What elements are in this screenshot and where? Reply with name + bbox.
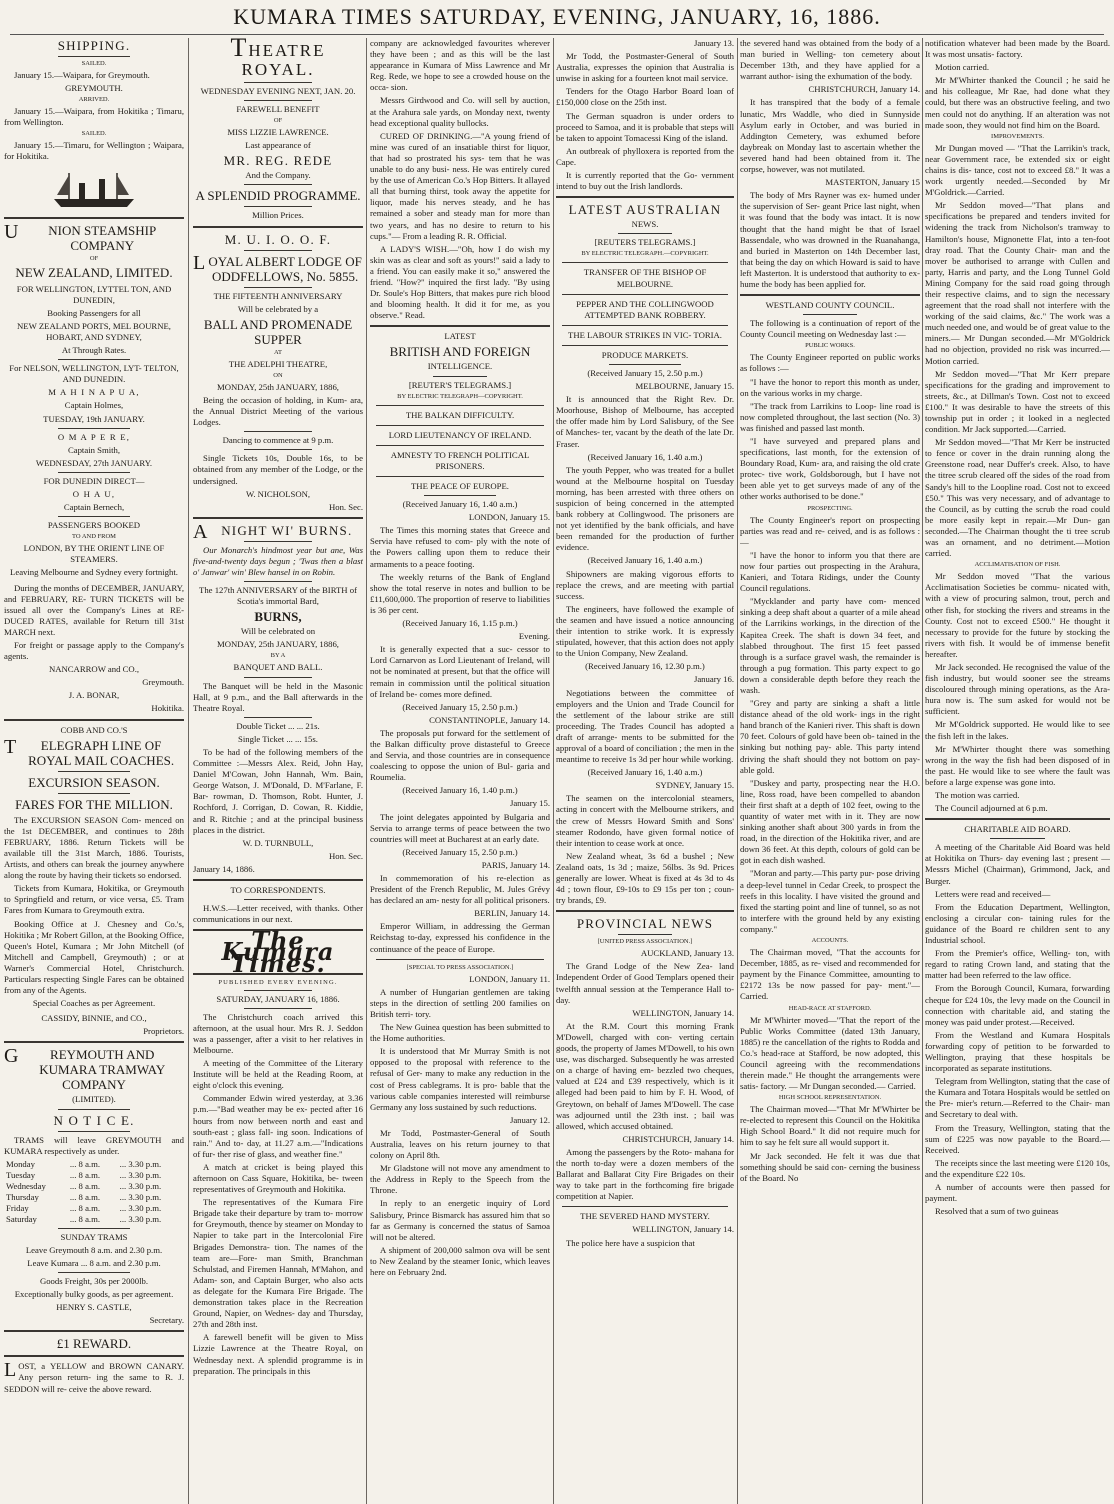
dateline: LONDON, January 15. — [468, 512, 550, 523]
dateline: January 15. — [509, 798, 550, 809]
ad-line: ON — [273, 371, 283, 379]
news-paragraph: It is announced that the Right Rev. Dr. Moorhouse, Bishop of Melbourne, has accepted the offer made him by Lord Salisbury, of the See of Manches- ter, vacant by the death of the late Dr. Fraser. — [556, 394, 734, 449]
tram-timetable — [4, 1159, 184, 1225]
timetable-cell: ... 3.30 p.m. — [119, 1191, 162, 1202]
news-paragraph: Mr Dungan moved — "That the Larrikin's track, near Government race, be extended six or eight chains is dis- tance, cost not to exceed £8." It was a work urgently needed.—Seconded by Mr M'Goldrick.—Carried. — [925, 142, 1110, 198]
tramway-heading: G REYMOUTH AND KUMARA TRAMWAY COMPANY — [4, 1045, 166, 1093]
shipping-entry: January 15.—Timaru, for Wellington ; Waipara, for Hokitika. — [4, 140, 184, 162]
timetable-cell: Monday — [6, 1158, 35, 1169]
news-paragraph: Mr M'Whirter moved—"That the report of the Public Works Committee (dated 13th January, 1885) re the cancellation of the rights to Rodda and Co.'s head-race at Stafford, be now adopted, this Council agreeing with the recommendations therein made." He thought the arrangements were satis- factory. — Mr Dungan seconded.— Carried. — [740, 1014, 920, 1092]
ad-paragraph: For freight or passage apply to the Company's agents. — [4, 640, 184, 662]
agent-name: W. NICHOLSON, — [245, 488, 311, 499]
section-heading: INTELLIGENCE. — [427, 361, 493, 372]
ad-line: WEDNESDAY EVENING NEXT, JAN. 20. — [200, 86, 356, 96]
ad-line: FOR DUNEDIN DIRECT— — [43, 475, 145, 486]
ship-name: O M A P E R E, — [57, 431, 131, 442]
news-paragraph: From the Premier's office, Welling- ton, with regard to rating Crown land, and stating that the matter had been referred to the law office. — [925, 948, 1110, 981]
news-paragraph: Mr M'Whirter thought there was something wrong in the way the fish had been disposed of in the past. He would like to see where the fault was before a large expense was gone into. — [925, 743, 1110, 787]
agency-label: [UNITED PRESS ASSOCIATION.] — [597, 938, 693, 946]
dateline: PARIS, January 14. — [481, 859, 550, 870]
news-paragraph: The seamen on the intercolonial steamers, acting in concert with the Melbourne strikers, and the crew of Messrs Howard Smith and Sons' steamer Rodondo, have given formal notice of their intention to cease work at once. — [556, 793, 734, 848]
news-paragraph: The body of Mrs Rayner was ex- humed under the supervision of Ser- geant Price last night, when it was found that the body was intact. It is now thought that the hand might be that of Israel Bassendale, who was drowned in the Ruanahanga, and buried in Masterton on 14th December last, that being the day on which Howard is said to have left Masterton. It is understood that authority to ex- hume the body has been applied for. — [740, 190, 920, 289]
news-paragraph: "I have surveyed and prepared plans and specifications, last month, for the extension of Boundary Road, Kum- ara, and raising the old crate protec- tive work, Goldsborough, but I have not been able yet to get surveys made of any of the other works authorised to be done." — [740, 436, 920, 502]
fares-heading: FARES FOR THE MILLION. — [15, 796, 173, 812]
sailing-date: TUESDAY, 19th JANUARY. — [43, 413, 145, 424]
news-paragraph: Messrs Girdwood and Co. will sell by auction, at the Arahura sale yards, on Monday next, twenty head exceptional quality bullocks. — [370, 95, 550, 128]
news-paragraph: From the Borough Council, Kumara, forwarding cheque for £24 10s, the levy made on the Council in connection with charitable aid, and stating the money was paid under protest.—Received. — [925, 983, 1110, 1027]
news-paragraph: A meeting of the Committee of the Literary Institute will be held at the Reading Room, at eight o'clock this evening. — [193, 1058, 363, 1091]
news-paragraph: The County Engineer's report on prospecting parties was read and re- ceived, and is as follows :— — [740, 514, 920, 547]
news-paragraph: The County Engineer reported on public works as follows :— — [740, 352, 920, 374]
ad-line: THE FIFTEENTH ANNIVERSARY — [213, 290, 343, 301]
column-rule — [188, 38, 189, 1504]
news-paragraph: Mr Seddon moved—"That plans and specifications be prepared and tenders invited for widening the track from Nicholson's tramway to Hamilton's house, Mignonette Flat, into a ten-foot dray road. That the County Chair- man and the mover be authorised to arrange with Cullen and party, Harris and party, and the Long Tunnel Gold Mining Company for the said road going through their respective claims, and to sign the necessary agreement that the road shall not interfere with the working of the said claims, &c." The work was a much needed one, and would be of great value to the miners.— Mr Dungan seconded.—Mr M'Goldrick had no objection, provided no risk was incurred.—Motion carried. — [925, 200, 1110, 366]
cobb-telegraph-heading: T ELEGRAPH LINE OF ROYAL MAIL COACHES. — [4, 735, 175, 768]
shipping-title: SHIPPING. — [57, 38, 131, 53]
ad-line: PASSENGERS BOOKED — [47, 520, 141, 531]
ad-line: Leaving Melbourne and Sydney every fortnight. — [10, 567, 178, 578]
agent-name: CASSIDY, BINNIE, and CO., — [41, 1013, 147, 1024]
ad-line: MISS LIZZIE LAWRENCE. — [227, 127, 329, 138]
ad-line: Will be celebrated by a — [237, 303, 319, 314]
ad-paragraph: During the months of DECEMBER, JANUARY, and FEBRUARY, RE- TURN TICKETS will be issued all over the Company's Lines at RE- DUCED RATES, available for Return till 31st MARCH next. — [4, 582, 184, 637]
subsection-heading: HIGH SCHOOL REPRESENTATION. — [778, 1094, 882, 1102]
union-company-subheading: NEW ZEALAND, LIMITED. — [15, 264, 173, 280]
captain: Captain Holmes, — [64, 400, 124, 411]
shipping-entry: January 15.—Waipara, for Greymouth. — [14, 70, 150, 80]
received-line: (Received January 16, 1.15 p.m.) — [402, 618, 518, 629]
sunday-trams-heading: SUNDAY TRAMS — [60, 1231, 128, 1242]
news-paragraph: Shipowners are making vigorous efforts to replace the crews, and are meeting with partial success. — [556, 568, 734, 601]
dateline: CONSTANTINOPLE, January 14. — [429, 714, 550, 725]
ad-paragraph: Tickets from Kumara, Hokitika, or Greymouth to Springfield and return, or vice versa, £5. Tram Fares from Kumara to Greymouth extra. — [4, 883, 184, 916]
burns-heading: ANIGHT WI' BURNS. — [193, 520, 353, 543]
union-company-heading: U NION STEAMSHIP COMPANY — [4, 220, 157, 253]
column-5 — [740, 38, 920, 1504]
news-paragraph: A number of Hungarian gentlemen are taking steps in the direction of settling 200 families on British terri- tory. — [370, 986, 550, 1019]
received-line: (Received January 15, 2.50 p.m.) — [587, 367, 703, 378]
dateline: LONDON, January 11. — [469, 973, 550, 984]
ad-line: Dancing to commence at 9 p.m. — [222, 435, 334, 446]
news-paragraph: Mr Jack seconded. He recognised the value of the fish industry, but would sooner see the streams discoloured through mining operations, as the Ara- hura now is. The sum asked for would not be sufficient. — [925, 661, 1110, 717]
agency-label: [SPECIAL TO PRESS ASSOCIATION.] — [406, 963, 514, 971]
ad-line: Last appearance of — [245, 140, 311, 151]
ad-paragraph: Booking Office at J. Chesney and Co.'s, Hokitika ; Mr Robert Gillon, at the Booking Office, Queen's Hotel, Kumara ; Mr John Mitchell (of Mitchell and Campbell, Greymouth) ; or at Warner's Commercial Hotel, Christchurch. Particulars respecting Single Fares can be obtained from any of the Agents. — [4, 918, 184, 996]
news-headline: TRANSFER OF THE BISHOP OF MELBOURNE. — [583, 267, 707, 289]
news-paragraph: A shipment of 200,000 salmon ova will be sent to New Zealand by the steamer Ionic, which leaves here on February 2nd. — [370, 1244, 550, 1277]
ad-line: At Through Rates. — [61, 345, 127, 356]
excursion-heading: EXCURSION SEASON. — [28, 774, 160, 790]
ship-name: O H A U, — [72, 488, 116, 499]
sailing-date: WEDNESDAY, 27th JANUARY. — [35, 457, 153, 468]
ad-line: Leave Kumara ... 8 a.m. and 2.30 p.m. — [27, 1257, 161, 1268]
news-paragraph: Letters were read and received— — [935, 888, 1051, 899]
limited-label: (LIMITED). — [72, 1094, 116, 1105]
news-paragraph: Negotiations between the committee of employers and the Union and Trade Council for the settlement of the labour strike are still proceeding. The Trades Council has adopted a draft of arrange- ments to be submitted for the approval of a board of conciliation ; the men in the meantime to receive 1s 3d per hour while working. — [556, 687, 734, 765]
timetable-row — [4, 1170, 184, 1181]
received-line: (Received January 15, 2.50 p.m.) — [402, 701, 518, 712]
timetable-cell: Thursday — [6, 1191, 39, 1202]
news-paragraph: company are acknowledged favourites wherever they have been ; and as this will be the last appearance in Kumara of Miss Lawrence and Mr Reg. Rede, we hope to see a crowded house on the occa- sion. — [370, 38, 550, 93]
subsection-heading: PUBLIC WORKS. — [805, 342, 855, 350]
timetable-cell: ... 8 a.m. — [69, 1180, 101, 1191]
news-paragraph: The German squadron is under orders to proceed to Samoa, and it is probable that steps will be taken to appoint Tomacessi King of the island. — [556, 110, 734, 143]
news-headline: THE SEVERED HAND MYSTERY. — [580, 1211, 710, 1222]
agency-label: BY ELECTRIC TELEGRAPH—COPYRIGHT. — [397, 392, 523, 400]
news-paragraph: The engineers, have followed the example of the seamen and have issued a notice announcing their intention to strike work. It is expressly stipulated, however, that this action does not apply to the Union Company, New Zealand. — [556, 603, 734, 659]
ad-line: TO AND FROM — [72, 533, 116, 541]
captain: Captain Smith, — [67, 444, 121, 455]
news-paragraph: The following is a continuation of report of the County Council meeting on Wednesday last :— — [740, 318, 920, 340]
column-1 — [4, 38, 184, 1504]
ad-line: THE ADELPHI THEATRE, — [228, 358, 328, 369]
news-paragraph: The Chairman moved, "That the accounts for December, 1885, as re- vised and recommended for payment by the Finance Committee, amounting to £2172 13s be now passed for pay- ment."—Carried. — [740, 947, 920, 1002]
news-headline: THE BALKAN DIFFICULTY. — [405, 409, 515, 420]
news-paragraph: "I have the honor to inform you that there are now four parties out prospecting in the Arahura, Kanieri, and Totara Ridings, under the County Council regulations. — [740, 549, 920, 594]
news-headline: THE PEACE OF EUROPE. — [411, 481, 509, 491]
news-paragraph: An outbreak of phylloxera is reported from the Cape. — [556, 145, 734, 167]
agent-place: Proprietors. — [143, 1026, 184, 1037]
subsection-heading: PROSPECTING. — [807, 504, 853, 512]
subsection-heading: ACCLIMATISATION OF FISH. — [974, 561, 1061, 569]
timetable-row — [4, 1203, 184, 1214]
news-paragraph: The Council adjourned at 6 p.m. — [935, 803, 1048, 814]
correspondents-heading: TO CORRESPONDENTS. — [230, 885, 326, 896]
ad-paragraph: To be had of the following members of the Committee :—Messrs Alex. Reid, John Hay, Daniel M'Cowan, John Hannah, Wm. Bain, George Watson, J. M'Donald, D. M'Farlane, F. Bar- rowman, D. Thomson, Robt. Hunter, J. Rochford, J. Corrigan, D. Cowan, R. Kiddie, and R. Ritchie ; and at the principal business places in the district. — [193, 747, 363, 835]
news-paragraph: Tenders for the Otago Harbor Board loan of £150,000 close on the 25th inst. — [556, 86, 734, 108]
ad-line: Goods Freight, 30s per 2000lb. — [39, 1276, 149, 1286]
news-paragraph: The Chairman moved—"That Mr M'Whirter be re-elected to represent this Council on the Hokitika High School Board." It did not require much for him to say he felt sure all would support it. — [740, 1104, 920, 1148]
news-paragraph: Mr Seddon moved "That the various Acclimatisation Societies be commu- nicated with, with a view of procuring salmon, trout, perch and other fish, for stocking the rivers and streams in the County. Cost not to exceed £500." He thought it necessary to provide for the future by stocking the rivers with fish. It would be of immense benefit hereafter. — [925, 571, 1110, 659]
dateline: WELLINGTON, January 14. — [632, 1224, 734, 1235]
timetable-cell: Friday — [6, 1202, 29, 1213]
ad-paragraph: Single Tickets 10s, Double 16s, to be obtained from any member of the Lodge, or the undersigned. — [193, 453, 363, 486]
received-line: (Received January 16, 12.30 p.m.) — [585, 661, 705, 672]
news-paragraph: The youth Pepper, who was treated for a bullet wound at the Melbourne hospital on Tuesday morning, has been arrested with three others on suspicion of being concerned in the attempted bank robbery at Collingwood. The prisoners are not yet identified by the bank officials, and have been remanded for the production of further evidence. — [556, 464, 734, 553]
news-headline: THE LABOUR STRIKES IN VIC- TORIA. — [568, 329, 722, 340]
news-paragraph: "Moran and party.—This party pur- pose driving a deep-level tunnel in Cedar Creek, to prospect the reefs in this locality. I have visited the ground and fixed the starting point and line of tunnel, so as not to interfere with the ground held by any existing company." — [740, 868, 920, 934]
news-paragraph: Mr Todd, the Postmaster-General of South Australia, expresses the opinion that Australia is unwise in asking for a fourteen knot mail service. — [556, 51, 734, 84]
received-line: (Received January 16, 1.40 p.m.) — [402, 785, 518, 796]
ad-line: Special Coaches as per Agreement. — [32, 998, 156, 1009]
timetable-cell: ... 8 a.m. — [69, 1213, 101, 1224]
news-paragraph: The joint delegates appointed by Bulgaria and Servia to arrange terms of peace between the two countries will meet at Bucharest at an early date. — [370, 811, 550, 844]
news-paragraph: The motion was carried. — [935, 790, 1020, 800]
news-paragraph: A match at cricket is being played this afternoon on Cass Square, Hokitika, be- tween representatives of Greymouth and Hokitika. — [193, 1161, 363, 1195]
section-heading: LATEST — [444, 331, 476, 342]
ad-line: A SPLENDID PROGRAMME. — [195, 188, 361, 204]
column-rule — [553, 38, 554, 1504]
news-paragraph: The Christchurch coach arrived this afternoon, at the usual hour. Mrs R. J. Seddon was a passenger, after a visit to her relatives in Melbourne. — [193, 1011, 363, 1055]
ad-line: And the Company. — [245, 170, 311, 181]
masthead-rule — [10, 34, 1104, 35]
reward-heading: £1 REWARD. — [56, 1336, 132, 1352]
column-4 — [556, 38, 734, 1504]
ad-line: NEW ZEALAND PORTS, MEL BOURNE, HOBART, AND SYDNEY, — [17, 320, 171, 342]
news-paragraph: From the Westland and Kumara Hospitals forwarding copy of petition to be forwarded to Wellington, praying that these hospitals be incorporated as separate institutions. — [925, 1029, 1110, 1074]
arrived-label: ARRIVED. — [78, 96, 110, 104]
published-line: PUBLISHED EVERY EVENING. — [218, 978, 338, 986]
dateline: January 12. — [509, 1114, 550, 1125]
dateline: WELLINGTON, January 14. — [632, 1007, 734, 1018]
news-paragraph: A number of accounts were then passed for payment. — [925, 1182, 1110, 1204]
lodge-heading: M. U. I. O. O. F. — [224, 231, 332, 247]
news-headline: PRODUCE MARKETS. — [601, 349, 689, 360]
ship-name: M A H I N A P U A, — [48, 387, 140, 398]
news-paragraph: The receipts since the last meeting were £120 10s, and the expenditure £22 10s. — [925, 1157, 1110, 1179]
news-paragraph: Mr Gladstone will not move any amendment to the Address in Reply to the Speech from the Throne. — [370, 1163, 550, 1196]
timetable-row — [4, 1214, 184, 1225]
timetable-cell: ... 3.30 p.m. — [119, 1213, 162, 1224]
burns-name: BURNS, — [254, 609, 302, 625]
received-line: (Received January 15, 2.50 p.m.) — [402, 846, 518, 857]
ad-line: Exceptionally bulky goods, as per agreement. — [14, 1289, 174, 1300]
news-paragraph: It is currently reported that the Go- vernment intend to buy out the Irish landlords. — [556, 170, 734, 192]
received-line: (Received January 16, 1.40 a.m.) — [402, 499, 518, 510]
ad-line: OF — [273, 117, 283, 125]
news-headline: PEPPER AND THE COLLINGWOOD ATTEMPTED BANK ROBBERY. — [576, 298, 714, 320]
dateline: January 16. — [693, 674, 734, 685]
received-line: (Received January 16, 1.40 a.m.) — [587, 767, 703, 778]
poem-verse: Our Monarch's hindmost year but ane, Was five-and-twenty days begun ; 'Twas then a blast o' Janwar' win' Blew hansel in on Robin. — [193, 544, 363, 577]
column-2 — [193, 38, 363, 1504]
timetable-row — [4, 1192, 184, 1203]
news-paragraph: Mr Seddon moved—"That Mr Kerr prepare specifications for the grading and improvement to streets, &c., at Dillman's Town. Cost not to exceed £100." It was desirable to have the streets of this township put in order ; it looked in a neglected condition. Mr Jack supported.—Carried. — [925, 368, 1110, 435]
masthead: KUMARA TIMES SATURDAY, EVENING, JANUARY, 16, 1886. — [233, 4, 881, 29]
news-paragraph: CURED OF DRINKING.—"A young friend of mine was cured of an insatiable thirst for liquor, that had so prostrated his sys- tem that he was unable to do any busi- ness. He was entirely cured by the use of American Co.'s Hop Bitters. It allayed all that burning thirst, took away the appetite for liquor, made his nerves steady, and he has remained a sober and steady man for more than two years, and has no desire to return to his cups."— From a leading R. R. Official. — [370, 130, 550, 241]
received-line: (Received January 16, 1.40 a.m.) — [587, 555, 703, 566]
dateline: SATURDAY, JANUARY 16, 1886. — [216, 993, 340, 1004]
agent-name: W. D. TURNBULL, — [242, 837, 314, 848]
notice-heading: N O T I C E. — [53, 1112, 135, 1128]
shipping-entry: January 15.—Waipara, from Hokitika ; Timaru, from Wellington. — [4, 106, 184, 128]
agent-place: Hokitika. — [151, 703, 184, 714]
sailed-label: SAILED. — [81, 130, 107, 138]
dateline: BERLIN, January 14. — [474, 908, 550, 919]
news-paragraph: A farewell benefit will be given to Miss Lizzie Lawrence at the Theatre Royal, on Wednesday next. A splendid programme is in preparation. The principals in this — [193, 1332, 363, 1376]
ad-paragraph: Being the occasion of holding, in Kum- ara, the Annual District Meeting of the various Lodges. — [193, 394, 363, 428]
dateline: SYDNEY, January 15. — [655, 780, 734, 791]
news-paragraph: From the Education Department, Wellington, enclosing a circular con- taining rules for the guidance of the Board re children sent to any Industrial school. — [925, 901, 1110, 946]
ad-line: For NELSON, WELLINGTON, LYT- TELTON, AND DUNEDIN. — [9, 363, 179, 385]
ad-paragraph: TRAMS will leave GREYMOUTH and KUMARA respectively as under. — [4, 1134, 184, 1156]
agent-place: Hon. Sec. — [328, 501, 363, 512]
news-paragraph: Mr Todd, Postmaster-General of South Australia, leaves on his return journey to that colony on April 8th. — [370, 1127, 550, 1161]
dateline: MELBOURNE, January 15. — [635, 381, 734, 392]
news-paragraph: Motion carried. — [935, 62, 990, 73]
agent-place: Hon. Sec. — [328, 850, 363, 861]
section-heading: BRITISH AND FOREIGN — [389, 344, 531, 360]
cobb-heading: COBB AND CO.'S — [60, 724, 128, 735]
ad-line: Booking Passengers for all — [47, 307, 141, 318]
ad-paragraph: The Banquet will be held in the Masonic Hall, at 9 p.m., and the Ball afterwards in the Theatre Royal. — [193, 680, 363, 713]
ad-line: MONDAY, 25th JANUARY, 1886, — [217, 381, 339, 392]
ad-line: FAREWELL BENEFIT — [236, 104, 320, 115]
dateline: January 13. — [693, 38, 734, 48]
newspaper-title: The Kumara Times. — [221, 926, 335, 978]
subsection-heading: HEAD-RACE AT STAFFORD. — [788, 1004, 872, 1012]
ad-line: FOR WELLINGTON, LYTTEL TON, AND DUNEDIN, — [16, 283, 172, 305]
dateline: MASTERTON, January 15 — [825, 177, 920, 188]
section-heading: PROVINCIAL NEWS — [576, 916, 714, 932]
ad-paragraph: The EXCURSION SEASON Com- menced on the 1st DECEMBER, and continues to 28th FEBRUARY, 1886. Return Tickets will be available till the 31st March, 1886. Tourists, Artists, and others can break the journey anywhere along the route by having their tickets so endorsed. — [4, 814, 184, 881]
ad-line: LONDON, BY THE ORIENT LINE OF STEAMERS. — [23, 543, 165, 565]
dateline: AUCKLAND, January 13. — [640, 948, 734, 959]
ticket-price: Single Ticket ... ... 15s. — [238, 733, 318, 744]
ticket-price: Double Ticket ... ... 21s. — [236, 720, 320, 731]
news-headline: AMNESTY TO FRENCH POLITICAL PRISONERS. — [390, 449, 530, 471]
news-paragraph: The representatives of the Kumara Fire Brigade take their departure by tram to- morrow for Greymouth, thence by steamer on Monday to Napier to take part in the Intercolonial Fire Brigades Demonstra- tion. The names of the team are—Fore- man Smith, Branchman Schulstad, and Firemen Hannah, M'Mahon, and Adam- son, and Captain Burger, who also acts as delegate for the Kumara Fire Brigade. The demonstration takes place in the Recreation Ground, Napier, on Wednes- day and Thursday, 27th and 28th inst. — [193, 1197, 363, 1330]
captain: Captain Bernech, — [63, 502, 125, 513]
column-rule — [922, 38, 923, 1504]
news-paragraph: The Grand Lodge of the New Zea- land Independent Order of Good Templars opened their twelfth annual session at the Temperance Hall to-day. — [556, 961, 734, 1005]
timetable-cell: ... 3.30 p.m. — [119, 1158, 162, 1169]
ad-line: BY A — [270, 652, 286, 660]
agency-label: [REUTER'S TELEGRAMS.] — [408, 379, 512, 390]
section-heading: WESTLAND COUNTY COUNCIL. — [765, 300, 895, 311]
news-paragraph: It is understood that Mr Murray Smith is not opposed to the proposal with reference to the refusal of Ger- many to make any reduction in the cost of Press cablegrams. It is pro- bable that the various cable companies interested will reimburse Germany any loss sustained by such reductions. — [370, 1046, 550, 1112]
timetable-cell: ... 3.30 p.m. — [119, 1180, 162, 1191]
news-paragraph: Mr M'Goldrick supported. He would like to see the fish left in the lakes. — [925, 719, 1110, 741]
news-paragraph: "Duskey and party, prospecting near the H.O. line, Ross road, have been compelled to abandon their first shaft at a depth of 102 feet, owing to the quantity of water met with in it. They are now sinking another shaft about 300 yards in from the road, in the direction of the Hokitika river, and are down 36 feet. At this depth, colours of gold can be got in each dish washed. — [740, 777, 920, 866]
dateline: CHRISTCHURCH, January 14. — [808, 84, 920, 95]
subsection-heading: IMPROVEMENTS. — [991, 132, 1044, 140]
news-paragraph: Mr Jack seconded. He felt it was due that something should be said con- cerning the business of the Board. No — [740, 1150, 920, 1183]
reward-text: LOST, a YELLOW and BROWN CANARY. Any person return- ing the same to R. J. SEDDON will re- ceive the above reward. — [4, 1359, 184, 1394]
agent-name: NANCARROW and CO., — [48, 664, 140, 675]
ad-line: The 127th ANNIVERSARY of the BIRTH of Scotia's immortal Bard, — [199, 585, 357, 607]
timetable-cell: Wednesday — [6, 1180, 46, 1191]
dateline: CHRISTCHURCH, January 14. — [622, 1133, 734, 1144]
correspondents-text: H.W.S.—Letter received, with thanks. Other communications in our next. — [193, 903, 363, 925]
news-paragraph: A meeting of the Charitable Aid Board was held at Hokitika on Thurs- day evening last ; present — Messrs Michel (Chairman), Grimmond, Jack, and Burger. — [925, 842, 1110, 886]
news-paragraph: The proposals put forward for the settlement of the Balkan difficulty prove distasteful to Greece and Servia, and those countries are in consequence coalescing to oppose the union of Bul- garia and Roumelia. — [370, 727, 550, 783]
news-paragraph: In reply to an energetic inquiry of Lord Salisbury, Prince Bismarck has assured him that so far as Germany is concerned the status of Samoa will not be altered. — [370, 1198, 550, 1242]
news-paragraph: Mr Seddon moved—"That Mr Kerr be instructed to fence or cover in the drain running along the Greenstone road, near Duffer's creek. Also, to have the titree scrub cleared off the sides of the road from Sandy's hill to the Loopline road. Cost not to exceed £50." This was very necessary, and of advantage to the Council, as by cutting the scrub the road could be more easily kept in repair.—Mr Dun- gan seconded.—The Chairman thought the ti tree scrub was an ornament, and no detriment.—Motion carried. — [925, 437, 1110, 559]
section-heading: NEWS. — [631, 219, 659, 230]
ad-line: MR. REG. REDE — [223, 153, 333, 169]
ad-line: Leave Greymouth 8 a.m. and 2.30 p.m. — [25, 1244, 163, 1255]
news-paragraph: The Times this morning states that Greece and Servia have refused to com- ply with the note of the Powers calling upon them to reduce their armaments to a peace footing. — [370, 525, 550, 569]
news-paragraph: "The track from Larrikins to Loop- line road is now completed throughout, the last section (No. 3) was finished and passed last month. — [740, 400, 920, 433]
news-paragraph: Mr M'Whirter thanked the Council ; he said he and his colleague, Mr Rae, had done what they could, but there was an obstructive feeling, and two men could not do anything. If an alteration was not made soon, they would not find him on the Board. — [925, 75, 1110, 130]
news-paragraph: At the R.M. Court this morning Frank M'Dowell, charged with con- verting certain goods, the property of James M'Dowell, to his own use, was discharged. Subsequently he was arrested on a charge of having em- bezzled two cheques, valued at £24 and £39 respectively, which is it alleged had been paid to him by F. H. Wood, of Greytown, on behalf of James M'Dowell. The case was adjourned until the 23th inst. ; bail was allowed, which accused obtained. — [556, 1020, 734, 1131]
ad-line: BANQUET AND BALL. — [233, 662, 323, 673]
news-headline: LORD LIEUTENANCY OF IRELAND. — [388, 429, 532, 440]
news-paragraph: "Grey and party are sinking a shaft a little distance ahead of the old work- ings in the right hand branch of the Kanieri river. This shaft is down 70 feet. Colours of gold have been ob- tained in the sinking but nothing pay- able. This party intend driving the shaft should they not bottom on pay- able gold. — [740, 698, 920, 775]
timetable-cell: ... 8 a.m. — [69, 1202, 101, 1213]
dateline: Evening. — [518, 631, 550, 642]
ad-line: MONDAY, 25th JANUARY, 1886, — [217, 639, 339, 650]
timetable-cell: ... 3.30 p.m. — [119, 1169, 162, 1180]
column-rule — [366, 38, 367, 1504]
received-line: (Received January 16, 1.40 a.m.) — [587, 451, 703, 462]
news-paragraph: notification whatever had been made by the Board. It was most unsatis- factory. — [925, 38, 1110, 60]
section-heading: LATEST AUSTRALIAN — [568, 202, 722, 218]
agency-label: [REUTERS TELEGRAMS.] — [594, 237, 696, 248]
column-3 — [370, 38, 550, 1504]
subsection-heading: ACCOUNTS. — [811, 937, 849, 945]
news-paragraph: Telegram from Wellington, stating that the case of the Kumara and Totara Hospitals would be settled on the Pre- mier's return.—Referred to the Chair- man and Secretary to deal with. — [925, 1076, 1110, 1120]
news-paragraph: It has transpired that the body of a female lunatic, Mrs Waddle, who died in Sunnyside Asylum early in October, and was buried in Addington Cemetery, was exhumed before daybreak on Monday last to ascertain whether the severed hand had been obtained from it. The corpse, however, was not mutilated. — [740, 97, 920, 175]
news-paragraph: The weekly returns of the Bank of England show the total reserve in notes and bullion to be £11,600,000. The proportion of reserve to liabilities is 36 per cent. — [370, 571, 550, 615]
timetable-cell: ... 8 a.m. — [69, 1191, 101, 1202]
ad-line: Will be celebrated on — [240, 626, 316, 637]
section-heading: CHARITABLE AID BOARD. — [964, 824, 1071, 835]
news-paragraph: From the Treasury, Wellington, stating that the sum of £225 was now payable to the Board.—Received. — [925, 1122, 1110, 1155]
ad-line: Million Prices. — [252, 210, 304, 221]
of-label: OF — [89, 254, 99, 262]
news-paragraph: Resolved that a sum of two guineas — [935, 1206, 1059, 1217]
ad-line: AT — [274, 348, 282, 356]
timetable-cell: ... 8 a.m. — [69, 1158, 101, 1169]
lodge-subheading: LOYAL ALBERT LODGE OF ODDFELLOWS, No. 5855. — [193, 251, 362, 284]
news-paragraph: New Zealand wheat, 3s 6d a bushel ; New Zealand oats, 1s 3d ; maize, 56lbs. 3s 9d. Prices generally are lower. Wheat is fixed at 4s 3d to 4s 4d ; town flour, £9-10s to £9 15s per ton ; coun- try brands, £9. — [556, 850, 734, 906]
column-6 — [925, 38, 1110, 1504]
timetable-cell: ... 3.30 p.m. — [119, 1202, 162, 1213]
agent-name: HENRY S. CASTLE, — [56, 1302, 132, 1313]
column-rule — [737, 38, 738, 1504]
timetable-cell: Saturday — [6, 1213, 37, 1224]
agency-label: BY ELECTRIC TELEGRAPH.—COPYRIGHT. — [581, 250, 709, 258]
agent-place: Secretary. — [149, 1315, 184, 1326]
ad-line: BALL AND PROMENADE SUPPER — [203, 316, 353, 347]
news-paragraph: Emperor William, in addressing the German Reichstag to-day, expressed his confidence in the continuance of the peace of Europe. — [370, 921, 550, 954]
agent-name: J. A. BONAR, — [68, 690, 120, 701]
news-paragraph: Among the passengers by the Roto- mahana for the north to-day were a dozen members of the Ballarat and Ballarat City Fire Brigades on their way to take part in the forthcoming fire brigade competition at Napier. — [556, 1146, 734, 1202]
timetable-cell: Tuesday — [6, 1169, 36, 1180]
news-paragraph: "I have the honor to report this month as under, on the various works in my charge. — [740, 376, 920, 398]
ad-date: January 14, 1886. — [193, 863, 255, 874]
agent-place: Greymouth. — [142, 677, 184, 688]
timetable-row — [4, 1159, 184, 1170]
news-paragraph: "Mycklander and party have com- menced sinking a deep shaft about a quarter of a mile ahead of the Larrikins workings, in the direction of the Kapitea Creek. The shaft is down 34 feet, and slabbed throughout. The first 15 feet passed through is a surface gravel wash, the remainder is through a pug formation. This party expect to go down a considerable depth before they reach the wash. — [740, 596, 920, 695]
steamship-icon — [49, 169, 139, 211]
sailed-label: SAILED. — [81, 60, 107, 67]
news-paragraph: In commemoration of his re-election as President of the French Republic, M. Jules Grévy has declared an am- nesty for all political prisoners. — [370, 873, 550, 906]
timetable-row — [4, 1181, 184, 1192]
timetable-cell: ... 8 a.m. — [69, 1169, 101, 1180]
news-paragraph: The police here have a suspicion that — [566, 1237, 695, 1248]
news-paragraph: A LADY'S WISH.—"Oh, how I do wish my skin was as clear and soft as yours!" said a lady to a friend. You can easily make it so," answered the friend. "How?" inquired the first lady. "By using Dr. Soule's Hop Bitters, that makes pure rich blood and blooming health. It did it for me, as you observe." Read. — [370, 243, 550, 321]
news-paragraph: the severed hand was obtained from the body of a man buried in Welling- ton cemetery about December 13th, and they have applied for a warrant author- ising the exhumation of the body. — [740, 38, 920, 82]
news-paragraph: It is generally expected that a suc- cessor to Lord Carnarvon as Lord Lieutenant of Ireland, will not be nominated at present, but that the office will remain in commission until the political situation of Ireland be- comes more defined. — [370, 644, 550, 699]
news-paragraph: Commander Edwin wired yesterday, at 3.36 p.m.—"Bad weather may be ex- pected after 16 hours from now between north and east and south-east ; glass fall- ing soon. Indications of rain." And to- day, at 11.27 a.m.—"Indications of fur- ther rise of glass, and weather fine." — [193, 1093, 363, 1159]
greymouth-label: GREYMOUTH. — [65, 83, 123, 94]
news-paragraph: The New Guinea question has been submitted to the Home authorities. — [370, 1022, 550, 1044]
theatre-heading: THEATRE ROYAL. — [230, 38, 326, 79]
